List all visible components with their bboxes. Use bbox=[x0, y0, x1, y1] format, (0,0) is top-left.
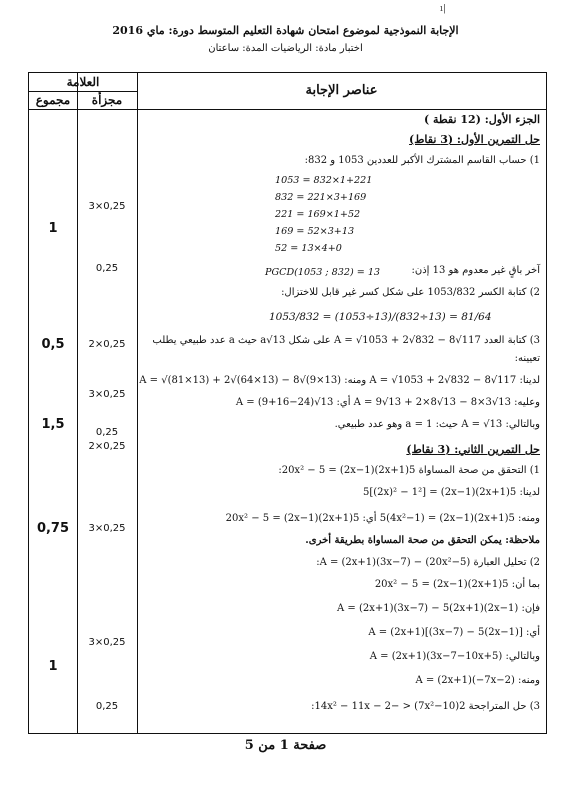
col-divider-total bbox=[77, 73, 78, 733]
question-1: 1) التحقق من صحة المساواة 5(2x+1)(2x−1) = 20x² − 5: bbox=[278, 465, 540, 476]
partial-grade: 3×0,25 bbox=[88, 637, 126, 648]
answer-line: وبالتالي: A = √13 حيث: a = 1 وهو عدد طبيعي. bbox=[334, 419, 540, 430]
answer-line: فإن: A = (2x+1)(3x−7) − 5(2x+1)(2x−1) bbox=[337, 603, 540, 614]
euclid-step: 1053 = 832×1+221 bbox=[275, 175, 373, 186]
answer-line: لدينا: A = √1053 + 2√832 − 8√117 ومنه: A = √(81×13) + 2√(64×13) − 8√(9×13) bbox=[139, 375, 540, 386]
euclid-step: 221 = 169×1+52 bbox=[275, 209, 361, 220]
gcd-conclusion-equation: PGCD(1053 ; 832) = 13 bbox=[265, 267, 381, 278]
euclid-step: 52 = 13×4+0 bbox=[275, 243, 342, 254]
question-2: 2) كتابة الكسر 1053/832 على شكل كسر غير قابل للاختزال: bbox=[281, 287, 540, 298]
scan-mark: ı| bbox=[440, 4, 446, 14]
exercise-heading: حل التمرين الثاني: (3 نقاط) bbox=[406, 443, 540, 456]
page-footer: صفحة 1 من 5 bbox=[244, 738, 327, 753]
partial-grade: 0,25 bbox=[95, 263, 119, 274]
answer-line: لدينا: 5(2x+1)(2x−1) = 5[(2x)² − 1²] bbox=[362, 487, 540, 498]
note: ملاحظة: يمكن التحقق من صحة المساواة بطريقة أخرى. bbox=[305, 535, 540, 546]
question-3-cont: تعيينه: bbox=[514, 353, 540, 364]
partial-grade: 3×0,25 bbox=[88, 389, 126, 400]
total-grade: 1 bbox=[48, 221, 58, 236]
question-3: 3) كتابة العدد A = √1053 + 2√832 − 8√117 على شكل a√13 حيث a عدد طبيعي يطلب bbox=[152, 335, 540, 346]
gcd-conclusion-text: آخر باقٍ غير معدوم هو 13 إذن: bbox=[411, 265, 540, 276]
header-divider bbox=[29, 109, 546, 110]
page-header-title: الإجابة النموذجية لموضوع امتحان شهادة التعليم المتوسط دورة: ماي 2016 bbox=[112, 24, 459, 37]
partial-grade: 0,25 bbox=[95, 427, 119, 438]
answer-line: وبالتالي: A = (2x+1)(3x−7−10x+5) bbox=[369, 651, 540, 662]
partial-grade: 2×0,25 bbox=[88, 441, 126, 452]
col-divider-partial bbox=[137, 73, 138, 733]
euclid-step: 832 = 221×3+169 bbox=[275, 192, 367, 203]
euclid-step: 169 = 52×3+13 bbox=[275, 226, 355, 237]
exercise-heading: حل التمرين الأول: (3 نقاط) bbox=[409, 133, 540, 146]
total-grade: 1,5 bbox=[41, 417, 65, 432]
question-1: 1) حساب القاسم المشترك الأكبر للعددين 1053 و 832: bbox=[304, 155, 540, 166]
answer-header: عناصر الإجابة bbox=[305, 83, 378, 98]
grade-header-divider bbox=[29, 91, 137, 92]
total-grade: 1 bbox=[48, 659, 58, 674]
partial-grade: 3×0,25 bbox=[88, 201, 126, 212]
partial-grade: 0,25 bbox=[95, 701, 119, 712]
grade-header: العلامة bbox=[66, 75, 100, 89]
partial-header: مجزأة bbox=[91, 93, 123, 107]
answer-line: ومنه: A = (2x+1)(−7x−2) bbox=[415, 675, 540, 686]
fraction-result: 1053/832 = (1053÷13)/(832÷13) = 81/64 bbox=[269, 311, 492, 323]
partial-grade: 3×0,25 bbox=[88, 523, 126, 534]
answer-line: أي: A = (2x+1)[(3x−7) − 5(2x−1)] bbox=[368, 627, 540, 638]
answer-line: بما أن: 5(2x+1)(2x−1) = 20x² − 5 bbox=[374, 579, 540, 590]
total-header: مجموع bbox=[35, 93, 71, 107]
part-heading: الجزء الأول: (12 نقطة ) bbox=[423, 113, 540, 126]
answer-line: ومنه: 5(2x+1)(2x−1) = 5(4x²−1) أي: 5(2x+1)(2x−1) = 20x² − 5 bbox=[225, 513, 540, 524]
answer-line: وعليه: A = 9√13 + 2×8√13 − 8×3√13 أي: A = (9+16−24)√13 bbox=[235, 397, 540, 408]
answer-table bbox=[28, 72, 547, 734]
total-grade: 0,5 bbox=[41, 337, 65, 352]
total-grade: 0,75 bbox=[36, 521, 70, 536]
question-2: 2) تحليل العبارة A = (2x+1)(3x−7) − (20x²−5): bbox=[316, 557, 540, 568]
question-3: 3) حل المتراجحة 2(10−7x²) < −14x² − 11x − 2: bbox=[311, 701, 540, 712]
partial-grade: 2×0,25 bbox=[88, 339, 126, 350]
page-header-subtitle: اختبار مادة: الرياضيات المدة: ساعتان bbox=[208, 43, 363, 54]
